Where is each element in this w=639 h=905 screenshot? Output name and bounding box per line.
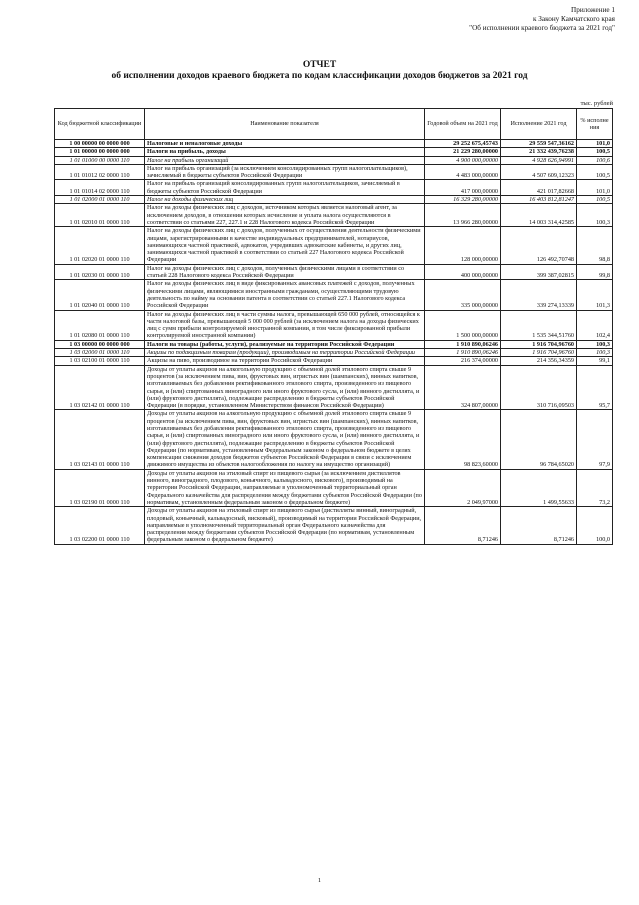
header-code: Код бюджетной классификации xyxy=(55,109,145,140)
row-pct: 102,4 xyxy=(577,310,613,340)
row-pct: 100,5 xyxy=(577,164,613,180)
row-exec: 310 716,09503 xyxy=(501,365,577,410)
row-name: Налоги на товары (работы, услуги), реализуемые на территории Российской Федерации xyxy=(145,340,425,348)
row-code: 1 01 01012 02 0000 110 xyxy=(55,164,145,180)
header-pct: % исполне ния xyxy=(577,109,613,140)
row-plan: 1 910 890,06246 xyxy=(425,340,501,348)
row-plan: 4 483 000,00000 xyxy=(425,164,501,180)
row-name: Доходы от уплаты акцизов на алкогольную продукцию с объемной долей этилового спирта свыше 9 процентов (за исключением пива, вин, фруктовых вин, игристых вин (шампанских), винных напитков, изготавливаемых без добавления ректификованного этилового спирта, произведенного из пищевого сырья, и (или) спиртованных виноградного или иного фруктового сусла, и (или) винного дистиллята, и (или) фруктового дистиллята), подлежащие распределению в бюджеты субъектов Российской Федерации (в порядке, установленном Министерством финансов Российской Федерации) xyxy=(145,365,425,410)
row-pct: 100,3 xyxy=(577,349,613,357)
report-title xyxy=(0,60,639,82)
row-name: Налог на доходы физических лиц с доходов, полученных физическими лицами в соответствии со статьей 228 Налогового кодекса Российской Федерации xyxy=(145,264,425,280)
row-code: 1 03 02200 01 0000 110 xyxy=(55,507,145,544)
row-plan: 216 374,00000 xyxy=(425,357,501,365)
row-plan: 1 500 000,00000 xyxy=(425,310,501,340)
appendix-header xyxy=(375,6,615,33)
row-name: Налог на прибыль организаций xyxy=(145,156,425,164)
table-row xyxy=(55,204,613,227)
row-name: Налоги на прибыль, доходы xyxy=(145,148,425,156)
appendix-line-1: Приложение 1 xyxy=(571,6,615,14)
report-title-line-1: ОТЧЕТ xyxy=(302,60,337,70)
table-row xyxy=(55,365,613,410)
header-name: Наименование показателя xyxy=(145,109,425,140)
row-code: 1 03 02143 01 0000 110 xyxy=(55,410,145,469)
row-plan: 8,71246 xyxy=(425,507,501,544)
table-row xyxy=(55,227,613,264)
row-name: Налог на прибыль организаций (за исключением консолидированных групп налогоплательщиков), зачисляемый в бюджеты субъектов Российской Федерации xyxy=(145,164,425,180)
table-row xyxy=(55,156,613,164)
row-pct: 99,1 xyxy=(577,357,613,365)
row-plan: 21 229 280,00000 xyxy=(425,148,501,156)
table-row xyxy=(55,180,613,196)
row-code: 1 01 01000 00 0000 110 xyxy=(55,156,145,164)
row-name: Доходы от уплаты акцизов на этиловый спирт из пищевого сырья (за исключением дистиллятов винного, виноградного, плодового, коньячного, кальвадосного, вискового), производимый на территории Российской Федерации, направляемые в уполномоченный территориальный орган Федерального казначейства для распределения между бюджетами субъектов Российской Федерации (по нормативам, установленным федеральным законом о федеральном бюджете) xyxy=(145,469,425,506)
row-name: Налог на доходы физических лиц xyxy=(145,196,425,204)
row-exec: 1 916 704,96760 xyxy=(501,340,577,348)
row-plan: 98 823,60000 xyxy=(425,410,501,469)
appendix-line-2: к Закону Камчатского края xyxy=(533,15,615,23)
row-code: 1 01 02020 01 0000 110 xyxy=(55,227,145,264)
table-row xyxy=(55,340,613,348)
row-code: 1 01 02040 01 0000 110 xyxy=(55,280,145,310)
table-row xyxy=(55,357,613,365)
row-exec: 126 492,70748 xyxy=(501,227,577,264)
row-pct: 73,2 xyxy=(577,469,613,506)
row-name: Акцизы по подакцизным товарам (продукции), производимым на территории Российской Федерации xyxy=(145,349,425,357)
row-name: Налоговые и неналоговые доходы xyxy=(145,140,425,148)
header-exec: Исполнение 2021 год xyxy=(501,109,577,140)
row-exec: 14 003 314,42585 xyxy=(501,204,577,227)
row-exec: 1 535 344,51760 xyxy=(501,310,577,340)
table-row xyxy=(55,264,613,280)
units-label: тыс. рублей xyxy=(580,100,613,107)
row-plan: 16 329 280,00000 xyxy=(425,196,501,204)
row-pct: 101,3 xyxy=(577,280,613,310)
row-pct: 100,0 xyxy=(577,507,613,544)
row-pct: 99,8 xyxy=(577,264,613,280)
row-plan: 13 966 280,00000 xyxy=(425,204,501,227)
row-plan: 335 000,00000 xyxy=(425,280,501,310)
header-plan: Годовой объем на 2021 год xyxy=(425,109,501,140)
row-pct: 100,6 xyxy=(577,156,613,164)
row-plan: 29 252 675,45743 xyxy=(425,140,501,148)
row-code: 1 00 00000 00 0000 000 xyxy=(55,140,145,148)
row-plan: 324 807,00000 xyxy=(425,365,501,410)
row-exec: 399 387,02815 xyxy=(501,264,577,280)
row-name: Налог на доходы физических лиц в виде фиксированных авансовых платежей с доходов, полученных физическими лицами, являющимися иностранными гражданами, осуществляющими трудовую деятельность по найму на основании патента в соответствии со статьей 227.1 Налогового кодекса Российской Федерации xyxy=(145,280,425,310)
row-name: Акцизы на пиво, производимое на территории Российской Федерации xyxy=(145,357,425,365)
row-exec: 96 784,65020 xyxy=(501,410,577,469)
row-pct: 100,5 xyxy=(577,148,613,156)
row-code: 1 01 01014 02 0000 110 xyxy=(55,180,145,196)
row-exec: 8,71246 xyxy=(501,507,577,544)
table-row xyxy=(55,349,613,357)
row-pct: 101,0 xyxy=(577,140,613,148)
row-code: 1 01 02030 01 0000 110 xyxy=(55,264,145,280)
row-code: 1 03 02190 01 0000 110 xyxy=(55,469,145,506)
row-code: 1 03 02100 01 0000 110 xyxy=(55,357,145,365)
row-exec: 1 916 704,96760 xyxy=(501,349,577,357)
row-name: Доходы от уплаты акцизов на этиловый спирт из пищевого сырья (дистилляты винный, виноградный, плодовый, коньячный, кальвадосный, висковый), производимый на территории Российской Федерации, направляемые в уполномоченный территориальный орган Федерального казначейства для распределения между бюджетами субъектов Российской Федерации (по нормативам, установленным федеральным законом о федеральном бюджете) xyxy=(145,507,425,544)
row-plan: 2 049,97000 xyxy=(425,469,501,506)
table-row xyxy=(55,140,613,148)
row-exec: 1 499,55633 xyxy=(501,469,577,506)
row-name: Налог на прибыль организаций консолидированных групп налогоплательщиков, зачисляемый в бюджеты субъектов Российской Федерации xyxy=(145,180,425,196)
row-name: Доходы от уплаты акцизов на алкогольную продукцию с объемной долей этилового спирта свыше 9 процентов (за исключением пива, вин, фруктовых вин, игристых вин (шампанских), винных напитков, изготавливаемых без добавления ректификованного этилового спирта, произведенного из пищевого сырья, и (или) спиртованных виноградного или иного фруктового сусла, и (или) винного дистиллята, и (или) фруктового дистиллята), подлежащие распределению в бюджеты субъектов Российской Федерации (по нормативам, установленным Федеральным законом о федеральном бюджете в целях компенсации снижения доходов бюджетов субъектов Российской Федерации в связи с исключением движимого имущества из объектов налогообложения по налогу на имущество организаций) xyxy=(145,410,425,469)
row-name: Налог на доходы физических лиц с доходов, источником которых является налоговый агент, за исключением доходов, в отношении которых исчисление и уплата налога осуществляются в соответствии со статьями 227, 227.1 и 228 Налогового кодекса Российской Федерации xyxy=(145,204,425,227)
row-exec: 214 356,34359 xyxy=(501,357,577,365)
row-plan: 400 000,00000 xyxy=(425,264,501,280)
row-pct: 95,7 xyxy=(577,365,613,410)
row-code: 1 03 02142 01 0000 110 xyxy=(55,365,145,410)
row-plan: 128 000,00000 xyxy=(425,227,501,264)
table-row xyxy=(55,469,613,506)
row-name: Налог на доходы физических лиц с доходов, полученных от осуществления деятельности физическими лицами, зарегистрированными в качестве индивидуальных предпринимателей, нотариусов, занимающихся частной практикой, адвокатов, учредивших адвокатские кабинеты, и других лиц, занимающихся частной практикой в соответствии со статьей 227 Налогового кодекса Российской Федерации xyxy=(145,227,425,264)
row-exec: 16 403 812,81247 xyxy=(501,196,577,204)
row-pct: 101,0 xyxy=(577,180,613,196)
row-exec: 421 017,82668 xyxy=(501,180,577,196)
row-code: 1 01 02080 01 0000 110 xyxy=(55,310,145,340)
row-code: 1 01 00000 00 0000 000 xyxy=(55,148,145,156)
row-code: 1 03 02000 01 0000 110 xyxy=(55,349,145,357)
row-pct: 98,8 xyxy=(577,227,613,264)
table-row xyxy=(55,410,613,469)
row-exec: 4 507 609,12323 xyxy=(501,164,577,180)
row-code: 1 01 02000 01 0000 110 xyxy=(55,196,145,204)
row-pct: 97,9 xyxy=(577,410,613,469)
page-number: 1 xyxy=(317,877,322,884)
row-pct: 100,3 xyxy=(577,340,613,348)
row-exec: 21 332 439,76238 xyxy=(501,148,577,156)
appendix-line-3: "Об исполнении краевого бюджета за 2021 год" xyxy=(469,24,615,32)
row-code: 1 01 02010 01 0000 110 xyxy=(55,204,145,227)
row-plan: 417 000,00000 xyxy=(425,180,501,196)
row-exec: 339 274,13339 xyxy=(501,280,577,310)
table-row xyxy=(55,196,613,204)
row-exec: 29 559 547,36162 xyxy=(501,140,577,148)
row-pct: 100,5 xyxy=(577,196,613,204)
row-plan: 1 910 890,06246 xyxy=(425,349,501,357)
report-title-line-2: об исполнении доходов краевого бюджета по кодам классификации доходов бюджетов за 2021 год xyxy=(111,71,528,81)
table-row xyxy=(55,148,613,156)
row-name: Налог на доходы физических лиц в части суммы налога, превышающей 650 000 рублей, относящейся к части налоговой базы, превышающей 5 000 000 рублей (за исключением налога на доходы физических лиц с сумм прибыли контролируемой иностранной компании, в том числе фиксированной прибыли контролируемой иностранной компании) xyxy=(145,310,425,340)
income-report-table xyxy=(54,108,613,545)
table-row xyxy=(55,310,613,340)
table-row xyxy=(55,164,613,180)
table-row xyxy=(55,507,613,544)
table-header-row xyxy=(55,109,613,140)
table-row xyxy=(55,280,613,310)
row-plan: 4 900 000,00000 xyxy=(425,156,501,164)
row-pct: 100,3 xyxy=(577,204,613,227)
row-exec: 4 928 626,94991 xyxy=(501,156,577,164)
row-code: 1 03 00000 00 0000 000 xyxy=(55,340,145,348)
